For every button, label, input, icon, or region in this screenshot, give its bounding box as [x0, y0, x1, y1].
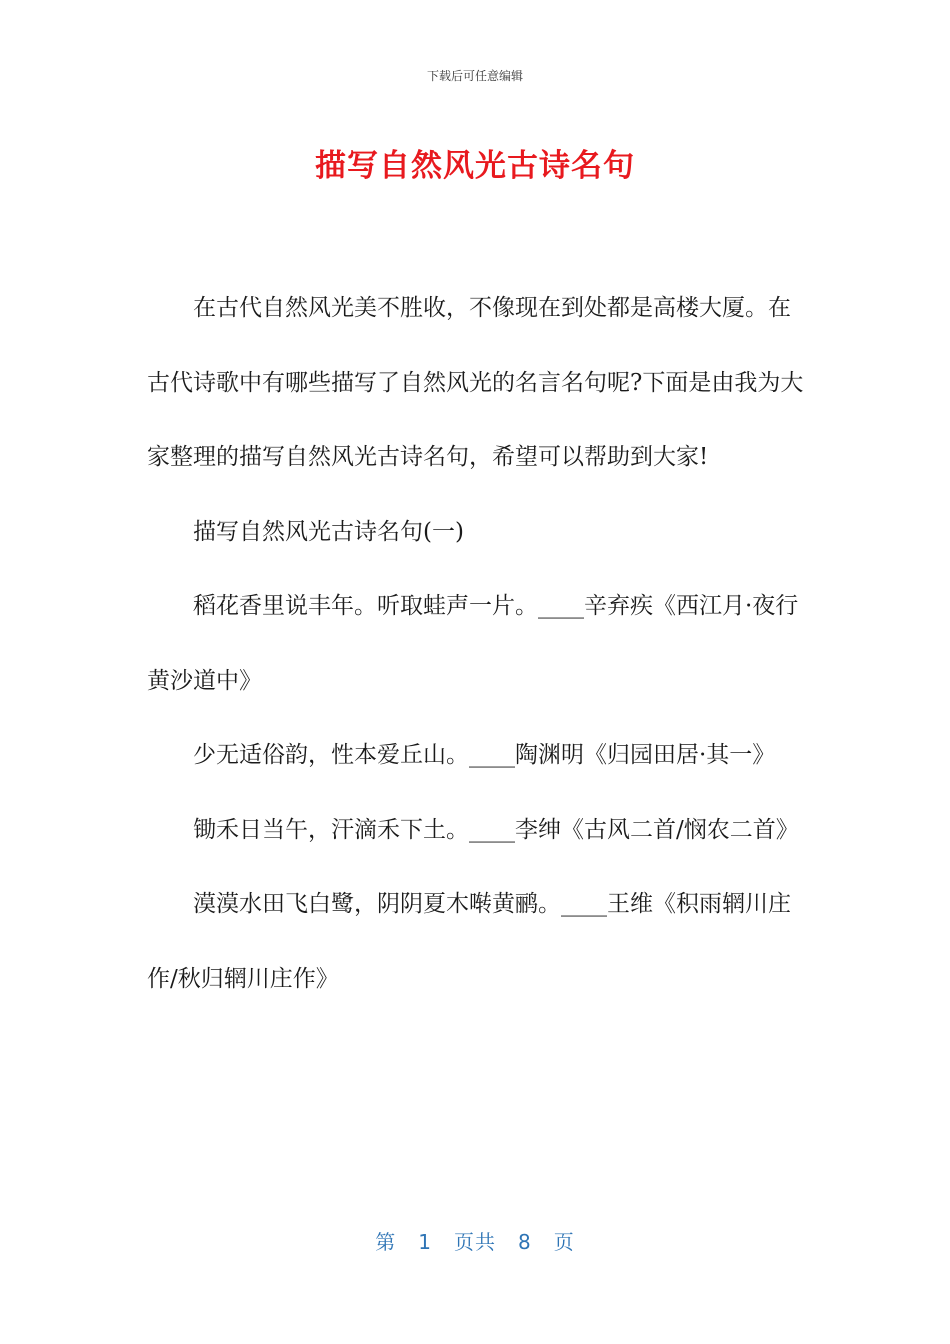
- header-note: 下载后可任意编辑: [426, 69, 523, 83]
- poem-line: 少无适俗韵，性本爱丘山。____陶渊明《归园田居·其一》: [193, 742, 776, 768]
- total-pages-number: 8: [518, 1230, 532, 1254]
- poem-line: 漠漠水田飞白鹭，阴阴夏木啭黄鹂。____王维《积雨辋川庄作/秋归辋川庄作》: [147, 891, 791, 992]
- current-page-number: 1: [418, 1230, 432, 1254]
- section-heading: 描写自然风光古诗名句(一): [193, 518, 464, 545]
- poem-line: 锄禾日当午，汗滴禾下土。____李绅《古风二首/悯农二首》: [193, 816, 799, 843]
- footer-suffix: 页: [553, 1230, 575, 1254]
- footer-middle: 页共: [454, 1230, 496, 1254]
- page-footer: [0, 1226, 950, 1255]
- intro-paragraph: 在古代自然风光美不胜收，不像现在到处都是高楼大厦。在古代诗歌中有哪些描写了自然风光的名言名句呢?下面是由我为大家整理的描写自然风光古诗名句，希望可以帮助到大家!: [147, 295, 804, 470]
- document-body: [147, 271, 807, 1016]
- poem-line: 稻花香里说丰年。听取蛙声一片。____辛弃疾《西江月·夜行黄沙道中》: [147, 593, 799, 694]
- document-title: 描写自然风光古诗名句: [315, 148, 635, 184]
- footer-prefix: 第: [375, 1230, 397, 1254]
